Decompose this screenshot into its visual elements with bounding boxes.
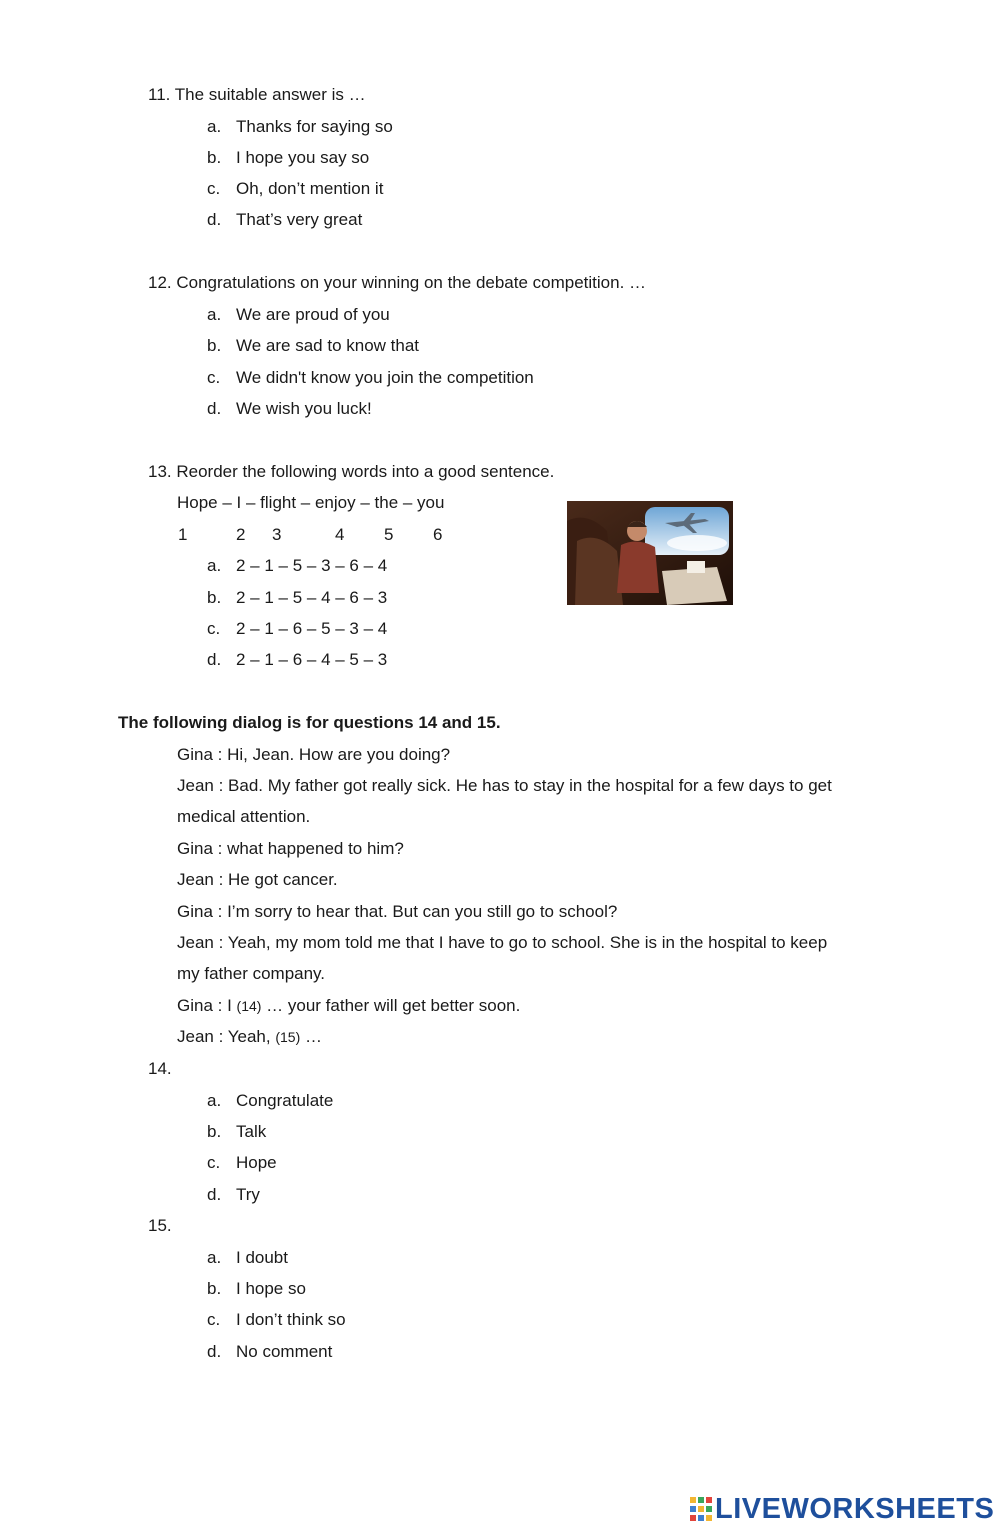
- option-letter: c.: [207, 1153, 221, 1172]
- option-letter: d.: [207, 210, 222, 229]
- option-letter: a.: [207, 305, 222, 324]
- option-letter: d.: [207, 650, 222, 669]
- dialog-line: Jean : He got cancer.: [177, 870, 338, 889]
- word-number: 1: [178, 525, 188, 544]
- q12-option-c[interactable]: [207, 368, 534, 388]
- q13-word-numbers: [0, 525, 500, 545]
- dialog-line-14: [177, 996, 520, 1016]
- dialog-text: Gina : I: [177, 996, 237, 1015]
- option-letter: a.: [207, 1091, 222, 1110]
- logo-text: LIVEWORKSHEETS: [715, 1492, 995, 1525]
- q14-number: 14.: [148, 1059, 172, 1078]
- option-text: 2 – 1 – 5 – 3 – 6 – 4: [236, 556, 388, 575]
- blank-14-marker: (14): [236, 998, 262, 1014]
- option-text: I don’t think so: [236, 1310, 346, 1329]
- q13-option-c[interactable]: [207, 619, 387, 639]
- q12-question: 12. Congratulations on your winning on the debate competition. …: [148, 273, 647, 292]
- option-letter: d.: [207, 1342, 222, 1361]
- q15-option-a[interactable]: [207, 1248, 288, 1268]
- option-text: I hope you say so: [236, 148, 370, 167]
- dialog-line: my father company.: [177, 964, 326, 983]
- liveworksheets-logo-icon: [690, 1497, 712, 1521]
- q12-option-d[interactable]: [207, 399, 372, 419]
- q11-question: 11. The suitable answer is …: [148, 85, 366, 104]
- option-letter: c.: [207, 368, 221, 387]
- word-number: 5: [384, 525, 394, 544]
- option-text: No comment: [236, 1342, 333, 1361]
- liveworksheets-logo: [690, 1494, 994, 1524]
- q12-option-b[interactable]: [207, 336, 419, 356]
- dialog-line: Jean : Yeah, my mom told me that I have to go to school. She is in the hospital to keep: [177, 933, 828, 952]
- q15-option-b[interactable]: [207, 1279, 306, 1299]
- option-letter: c.: [207, 1310, 221, 1329]
- option-letter: d.: [207, 399, 222, 418]
- option-text: We are proud of you: [236, 305, 390, 324]
- option-letter: b.: [207, 1279, 222, 1298]
- q11-option-c[interactable]: [207, 179, 383, 199]
- option-letter: b.: [207, 588, 222, 607]
- q15-option-d[interactable]: [207, 1342, 332, 1362]
- word-number: 4: [335, 525, 345, 544]
- q11-option-b[interactable]: [207, 148, 369, 168]
- q13-option-a[interactable]: [207, 556, 387, 576]
- dialog-text: … your father will get better soon.: [261, 996, 521, 1015]
- option-text: Congratulate: [236, 1091, 334, 1110]
- dialog-text: …: [300, 1027, 322, 1046]
- q13-word-list: Hope – I – flight – enjoy – the – you: [177, 493, 445, 512]
- q13-option-b[interactable]: [207, 588, 387, 608]
- q12-option-a[interactable]: [207, 305, 390, 325]
- q15-option-c[interactable]: [207, 1310, 346, 1330]
- option-text: Talk: [236, 1122, 267, 1141]
- word-number: 3: [272, 525, 282, 544]
- option-text: Try: [236, 1185, 260, 1204]
- option-text: 2 – 1 – 5 – 4 – 6 – 3: [236, 588, 388, 607]
- option-text: We wish you luck!: [236, 399, 372, 418]
- dialog-line-15: [177, 1027, 322, 1047]
- option-letter: c.: [207, 619, 221, 638]
- option-letter: a.: [207, 117, 222, 136]
- option-text: That’s very great: [236, 210, 363, 229]
- option-text: I hope so: [236, 1279, 306, 1298]
- option-text: 2 – 1 – 6 – 4 – 5 – 3: [236, 650, 388, 669]
- option-letter: b.: [207, 1122, 222, 1141]
- option-text: 2 – 1 – 6 – 5 – 3 – 4: [236, 619, 388, 638]
- q14-option-d[interactable]: [207, 1185, 260, 1205]
- q14-option-a[interactable]: [207, 1091, 333, 1111]
- blank-15-marker: (15): [275, 1029, 301, 1045]
- option-text: Thanks for saying so: [236, 117, 393, 136]
- q14-option-c[interactable]: [207, 1153, 277, 1173]
- q13-option-d[interactable]: [207, 650, 387, 670]
- q11-option-a[interactable]: [207, 117, 393, 137]
- dialog-text: Jean : Yeah,: [177, 1027, 276, 1046]
- word-number: 6: [433, 525, 443, 544]
- option-text: We are sad to know that: [236, 336, 420, 355]
- option-text: Oh, don’t mention it: [236, 179, 384, 198]
- q14-option-b[interactable]: [207, 1122, 266, 1142]
- dialog-line: Gina : what happened to him?: [177, 839, 404, 858]
- option-letter: d.: [207, 1185, 222, 1204]
- option-text: I doubt: [236, 1248, 288, 1267]
- word-number: 2: [236, 525, 246, 544]
- option-letter: c.: [207, 179, 221, 198]
- option-letter: a.: [207, 1248, 222, 1267]
- q13-question: 13. Reorder the following words into a good sentence.: [148, 462, 555, 481]
- option-letter: b.: [207, 148, 222, 167]
- dialog-heading: The following dialog is for questions 14 and 15.: [118, 713, 501, 732]
- option-text: Hope: [236, 1153, 277, 1172]
- dialog-line: Jean : Bad. My father got really sick. He has to stay in the hospital for a few days to get: [177, 776, 832, 795]
- option-text: We didn't know you join the competition: [236, 368, 534, 387]
- q15-number: 15.: [148, 1216, 172, 1235]
- dialog-line: Gina : I’m sorry to hear that. But can you still go to school?: [177, 902, 618, 921]
- option-letter: b.: [207, 336, 222, 355]
- q11-option-d[interactable]: [207, 210, 362, 230]
- dialog-line: Gina : Hi, Jean. How are you doing?: [177, 745, 451, 764]
- dialog-line: medical attention.: [177, 807, 311, 826]
- option-letter: a.: [207, 556, 222, 575]
- train-passenger-photo: [567, 501, 733, 605]
